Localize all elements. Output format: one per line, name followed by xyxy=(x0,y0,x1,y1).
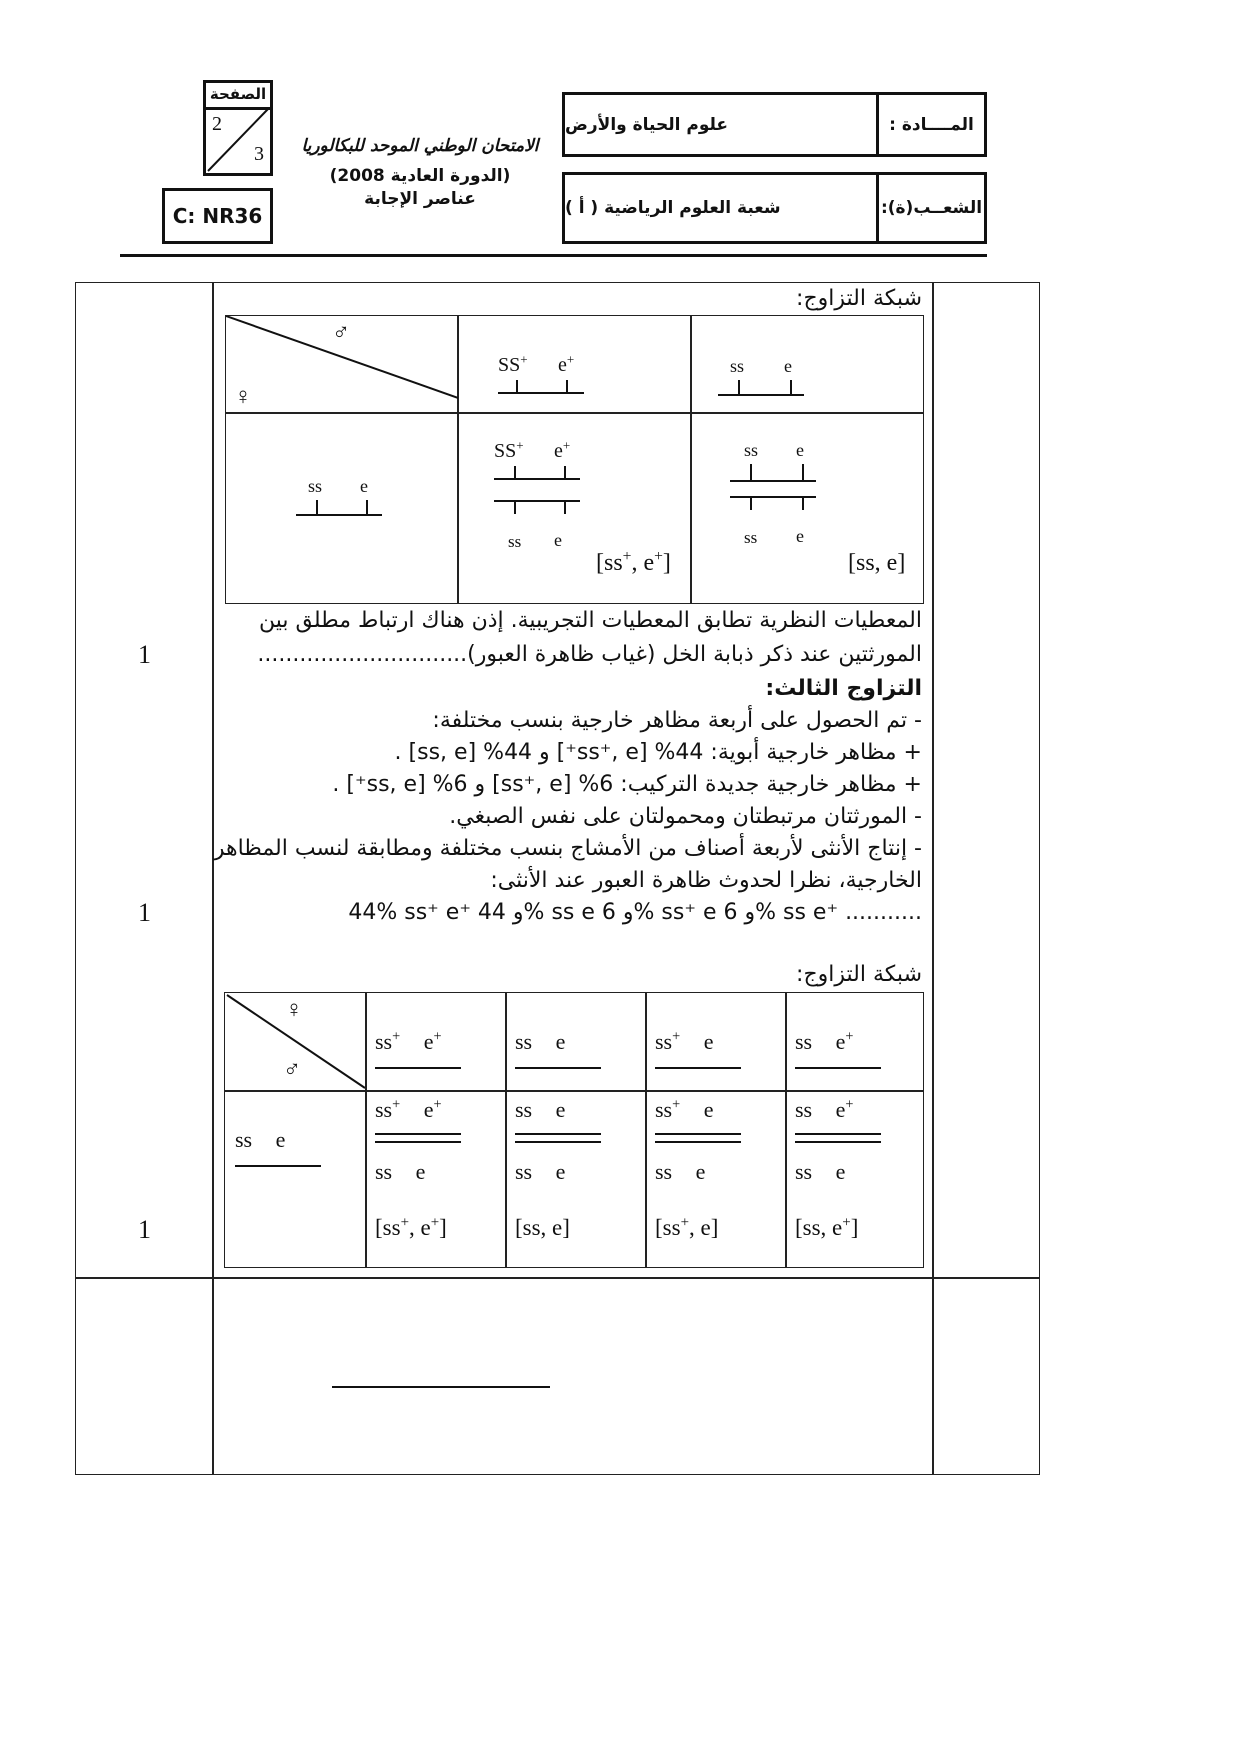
genotype-top-1: ss+ e+ xyxy=(375,1096,442,1122)
conclusion-line-1: المعطيات النظرية تطابق المعطيات التجريبية. إذن هناك ارتباط مطلق بين xyxy=(259,608,922,633)
allele-ss: ss xyxy=(308,476,323,496)
female-gamete-1: ss+ e+ xyxy=(375,1028,442,1054)
genotype-bottom-2: ss e xyxy=(515,1159,566,1184)
genotype-bottom-1: ss e xyxy=(375,1159,426,1184)
allele-ss-plus: SS+ xyxy=(498,351,528,376)
allele-ss: ss xyxy=(508,532,522,551)
female-gamete-2: ss e xyxy=(515,1029,566,1054)
chromosome-line xyxy=(795,1067,881,1069)
allele-e: e xyxy=(784,356,792,376)
chromosome-line xyxy=(515,1141,601,1143)
phenotype-2: [ss, e] xyxy=(848,550,906,576)
score-3: 1 xyxy=(138,1215,151,1244)
line-d: - المورثتان مرتبطتان ومحمولتان على نفس الصبغي. xyxy=(449,804,922,829)
allele-e: e xyxy=(360,476,368,496)
genotype-cell-1 xyxy=(494,437,690,600)
header-rule xyxy=(120,254,987,257)
branch-box xyxy=(562,172,987,244)
female-gamete-4: ss e+ xyxy=(795,1028,854,1054)
page-number: 2 xyxy=(212,113,222,135)
male-gamete-2 xyxy=(718,356,818,406)
allele-e: e xyxy=(796,526,804,546)
line-f: الخارجية، نظرا لحدوث ظاهرة العبور عند الأنثى: xyxy=(490,868,922,893)
chromosome-line xyxy=(795,1141,881,1143)
grid-title-2: شبكة التزاوج: xyxy=(796,962,922,987)
line-c: + مظاهر خارجية جديدة التركيب: 6% [ss⁺, e] و 6% [ss, e⁺] . xyxy=(332,772,922,797)
branch-value: شعبة العلوم الرياضية ( أ ) xyxy=(565,198,781,218)
cross-grid-2 xyxy=(224,992,924,1268)
answer-elements-label: عناصر الإجابة xyxy=(364,189,476,209)
gamete-proportions: 44% ss⁺ e⁺ و 44% ss e و 6% ss⁺ e و 6% ss e⁺ ........... xyxy=(348,900,922,925)
chromosome-line xyxy=(655,1133,741,1135)
conclusion-line-2: المورثتين عند ذكر ذبابة الخل (غياب ظاهرة العبور).............................. xyxy=(257,642,922,667)
chromosome-line xyxy=(515,1067,601,1069)
cross-grid-1 xyxy=(225,315,924,604)
allele-ss: ss xyxy=(744,528,758,547)
genotype-bottom-3: ss e xyxy=(655,1159,706,1184)
page-indicator-box xyxy=(203,80,273,176)
genotype-bottom-4: ss e xyxy=(795,1159,846,1184)
genotype-top-2: ss e xyxy=(515,1097,566,1122)
male-symbol: ♂ xyxy=(283,1057,301,1083)
chromosome-line xyxy=(655,1141,741,1143)
exam-code-box xyxy=(162,188,273,244)
phenotype-2: [ss, e] xyxy=(515,1215,570,1240)
allele-ss: ss xyxy=(730,356,745,376)
exam-code: C: NR36 xyxy=(172,204,263,228)
phenotype-1: [ss+, e+] xyxy=(596,548,671,576)
exam-session: (الدورة العادية 2008) xyxy=(329,166,511,186)
chromosome-line xyxy=(795,1133,881,1135)
female-symbol: ♀ xyxy=(234,384,252,410)
male-gamete-1 xyxy=(498,351,608,404)
line-e: - إنتاج الأنثى لأربعة أصناف من الأمشاج بنسب مختلفة ومطابقة لنسب المظاهر xyxy=(213,836,922,861)
phenotype-1: [ss+, e+] xyxy=(375,1214,447,1240)
phenotype-3: [ss+, e] xyxy=(655,1214,719,1240)
chromosome-line xyxy=(515,1133,601,1135)
allele-e-plus: e+ xyxy=(554,437,571,462)
line-a: - تم الحصول على أربعة مظاهر خارجية بنسب مختلفة: xyxy=(432,708,922,733)
exam-title: الامتحان الوطني الموحد للبكالوريا xyxy=(301,136,539,156)
female-symbol: ♀ xyxy=(285,997,303,1023)
score-2: 1 xyxy=(138,898,151,927)
branch-label: الشعــب(ة): xyxy=(880,198,983,218)
genotype-top-4: ss e+ xyxy=(795,1096,854,1122)
allele-e: e xyxy=(796,440,804,460)
line-b: + مظاهر خارجية أبوية: 44% [ss⁺, e⁺] و 44% [ss, e] . xyxy=(394,740,922,765)
fraction-bar xyxy=(332,1386,550,1388)
allele-e-plus: e+ xyxy=(558,351,575,376)
page-label: الصفحة xyxy=(206,83,270,110)
chromosome-line xyxy=(655,1067,741,1069)
subject-box xyxy=(562,92,987,157)
subject-label: المــــادة : xyxy=(889,114,974,135)
allele-ss: ss xyxy=(744,440,759,460)
genotype-top-3: ss+ e xyxy=(655,1096,714,1122)
allele-e: e xyxy=(554,530,562,550)
chromosome-line xyxy=(375,1141,461,1143)
third-cross-title: التزاوج الثالث: xyxy=(765,676,922,701)
chromosome-line xyxy=(375,1067,461,1069)
male-symbol: ♂ xyxy=(332,320,350,346)
score-1: 1 xyxy=(138,640,151,669)
female-gamete xyxy=(296,476,396,526)
subject-value: علوم الحياة والأرض xyxy=(565,114,729,135)
page-total: 3 xyxy=(254,143,264,165)
chromosome-line xyxy=(375,1133,461,1135)
phenotype-4: [ss, e+] xyxy=(795,1214,859,1240)
grid-title-1: شبكة التزاوج: xyxy=(796,286,922,311)
female-gamete-3: ss+ e xyxy=(655,1028,714,1054)
allele-ss-plus: SS+ xyxy=(494,437,524,462)
male-gamete-ss-e: ss e xyxy=(235,1127,286,1152)
genotype-cell-2 xyxy=(730,440,920,600)
